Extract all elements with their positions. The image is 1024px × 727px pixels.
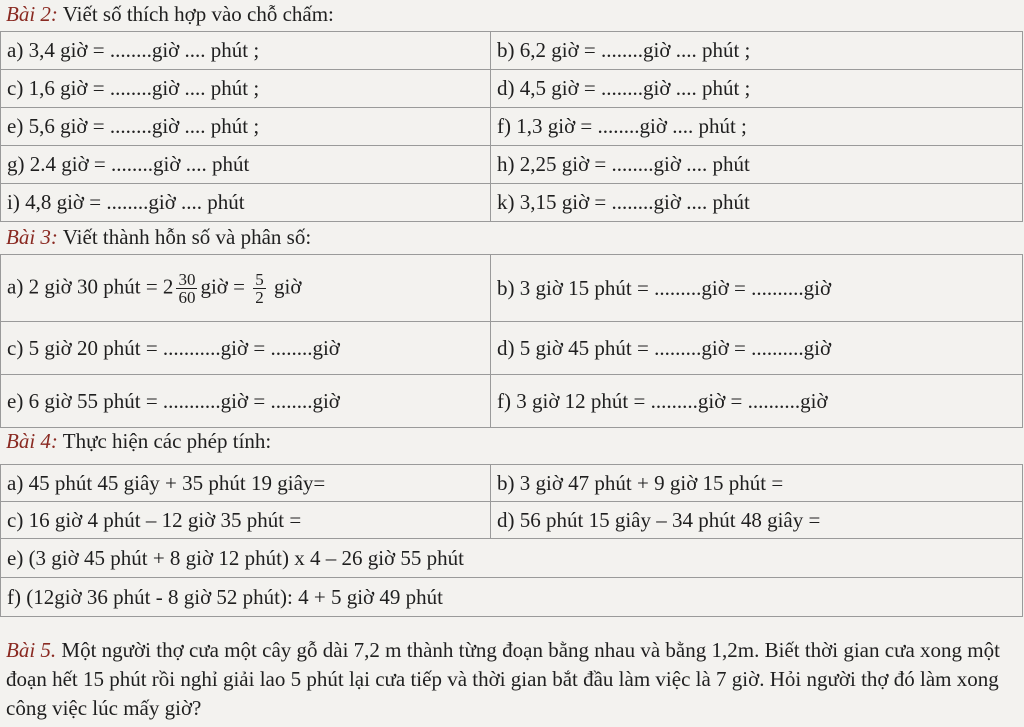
table-row [1, 255, 1023, 322]
bai4-heading [6, 429, 271, 454]
mixed-fraction [176, 271, 197, 306]
table-cell: f) 3 giờ 12 phút = .........giờ = ..........giờ [491, 375, 1023, 428]
table-cell: a) 45 phút 45 giây + 35 phút 19 giây= [1, 465, 491, 502]
bai5-number: Bài 5. [6, 638, 57, 662]
table-cell: e) 6 giờ 55 phút = ...........giờ = ........giờ [1, 375, 491, 428]
table-row [1, 465, 1023, 502]
table-cell-wide: f) (12giờ 36 phút - 8 giờ 52 phút): 4 + 5 giờ 49 phút [1, 578, 1023, 617]
table-row [1, 32, 1023, 70]
bai4-number: Bài 4: [6, 429, 58, 453]
table-row [1, 502, 1023, 539]
improper-fraction-numerator: 5 [255, 269, 264, 289]
table-cell: g) 2.4 giờ = ........giờ .... phút [1, 146, 491, 184]
bai2-title: Viết số thích hợp vào chỗ chấm: [62, 2, 334, 26]
table-cell: c) 5 giờ 20 phút = ...........giờ = ........giờ [1, 322, 491, 375]
bai3-example-prefix: a) 2 giờ 30 phút = 2 [7, 273, 174, 298]
table-cell: d) 4,5 giờ = ........giờ .... phút ; [491, 70, 1023, 108]
bai3-example-suffix: giờ [273, 273, 302, 298]
table-cell: h) 2,25 giờ = ........giờ .... phút [491, 146, 1023, 184]
bai5-text: Một người thợ cưa một cây gỗ dài 7,2 m thành từng đoạn bằng nhau và bằng 1,2m. Biết thời gian cưa xong một đoạn hết 15 phút rồi nghỉ giải lao 5 phút lại cưa tiếp và thời gian bắt đầu làm việc là 7 giờ. Hỏi người thợ đó làm xong công việc lúc mấy giờ? [6, 638, 1000, 720]
mixed-fraction-numerator: 30 [178, 269, 196, 289]
table-row [1, 108, 1023, 146]
table-cell: d) 5 giờ 45 phút = .........giờ = ..........giờ [491, 322, 1023, 375]
table-cell: c) 16 giờ 4 phút – 12 giờ 35 phút = [1, 502, 491, 539]
improper-fraction [253, 271, 266, 306]
table-row [1, 322, 1023, 375]
table-cell: d) 56 phút 15 giây – 34 phút 48 giây = [491, 502, 1023, 539]
bai4-table [0, 464, 1023, 617]
table-row [1, 539, 1023, 578]
bai2-number: Bài 2: [6, 2, 58, 26]
table-row [1, 70, 1023, 108]
bai4-title: Thực hiện các phép tính: [62, 429, 272, 453]
table-cell: k) 3,15 giờ = ........giờ .... phút [491, 184, 1023, 222]
table-cell: a) 3,4 giờ = ........giờ .... phút ; [1, 32, 491, 70]
bai2-heading [6, 2, 334, 27]
bai2-table [0, 31, 1023, 222]
table-cell: i) 4,8 giờ = ........giờ .... phút [1, 184, 491, 222]
bai3-example-right-cell: b) 3 giờ 15 phút = .........giờ = ..........giờ [491, 255, 1023, 322]
bai3-example-cell [1, 255, 491, 322]
bai3-example-middle: giờ = [200, 273, 245, 298]
table-cell: c) 1,6 giờ = ........giờ .... phút ; [1, 70, 491, 108]
bai3-heading [6, 225, 311, 250]
bai3-table [0, 254, 1023, 428]
improper-fraction-denominator: 2 [255, 287, 264, 307]
table-cell: e) 5,6 giờ = ........giờ .... phút ; [1, 108, 491, 146]
mixed-fraction-denominator: 60 [178, 287, 196, 307]
table-cell: b) 6,2 giờ = ........giờ .... phút ; [491, 32, 1023, 70]
table-row [1, 146, 1023, 184]
table-row [1, 578, 1023, 617]
table-row [1, 375, 1023, 428]
bai3-number: Bài 3: [6, 225, 58, 249]
table-row [1, 184, 1023, 222]
bai5-paragraph [6, 636, 1016, 723]
table-cell: f) 1,3 giờ = ........giờ .... phút ; [491, 108, 1023, 146]
bai3-title: Viết thành hỗn số và phân số: [62, 225, 312, 249]
table-cell: b) 3 giờ 47 phút + 9 giờ 15 phút = [491, 465, 1023, 502]
table-cell-wide: e) (3 giờ 45 phút + 8 giờ 12 phút) x 4 – 26 giờ 55 phút [1, 539, 1023, 578]
